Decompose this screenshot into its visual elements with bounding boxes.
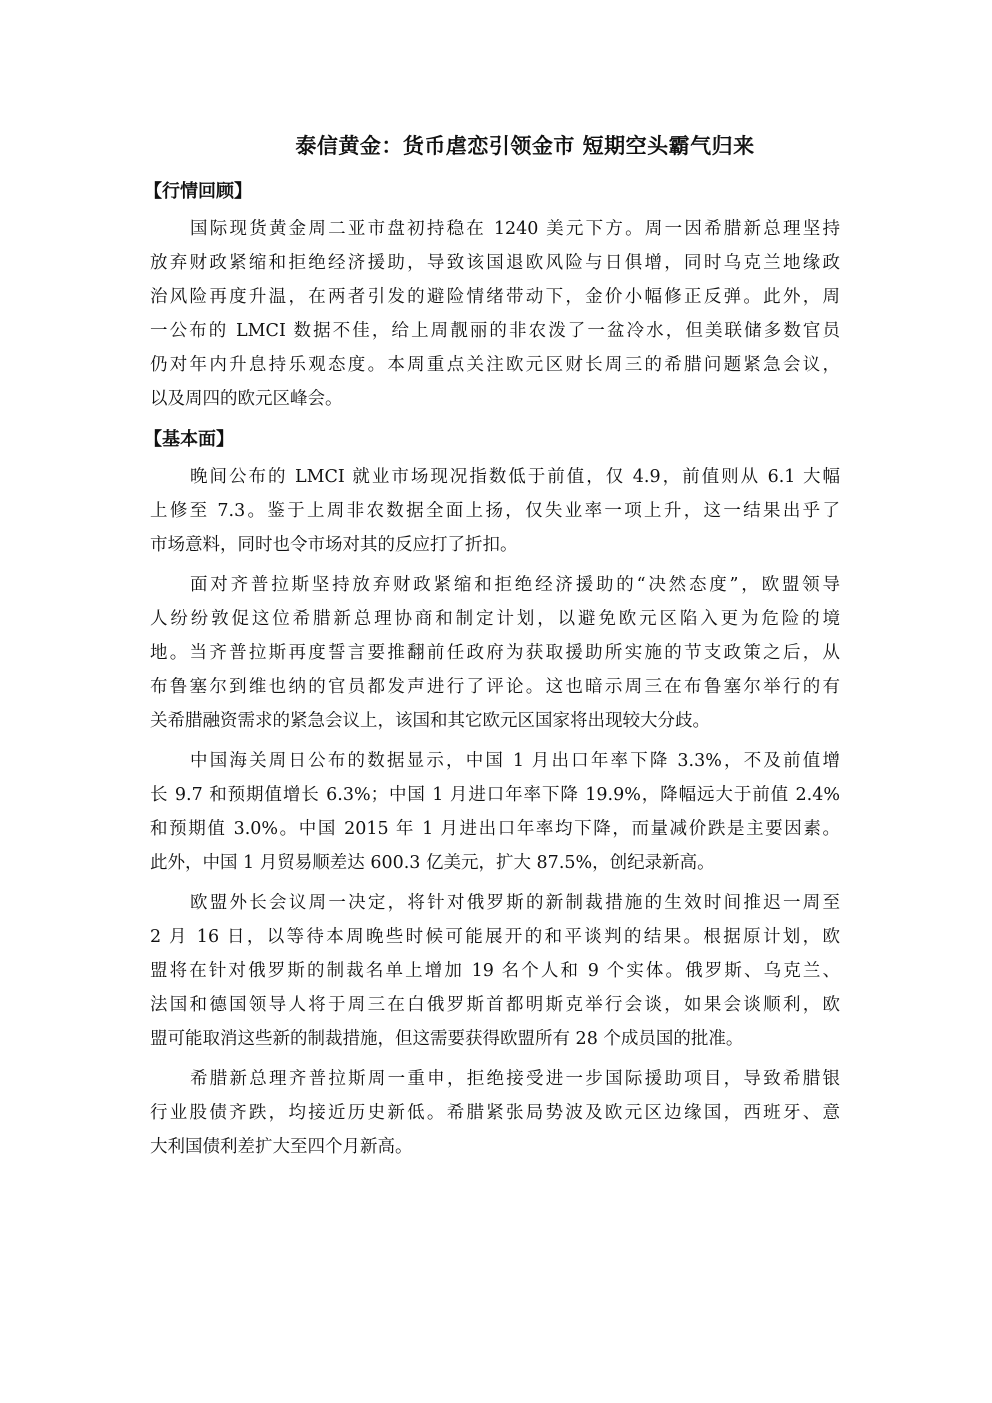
paragraph-line: 面对齐普拉斯坚持放弃财政紧缩和拒绝经济援助的“决然态度”，欧盟领导 <box>190 575 840 595</box>
paragraph-line: 此外，中国 1 月贸易顺差达 600.3 亿美元，扩大 87.5%，创纪录新高。 <box>150 853 715 873</box>
paragraph-line: 欧盟外长会议周一决定，将针对俄罗斯的新制裁措施的生效时间推迟一周至 <box>190 893 840 913</box>
paragraph-line: 晚间公布的 LMCI 就业市场现况指数低于前值，仅 4.9，前值则从 6.1 大幅 <box>190 467 840 487</box>
paragraph-line: 仍对年内升息持乐观态度。本周重点关注欧元区财长周三的希腊问题紧急会议， <box>150 355 840 375</box>
paragraph-line: 上修至 7.3。鉴于上周非农数据全面上扬，仅失业率一项上升，这一结果出乎了 <box>150 501 840 521</box>
paragraph-line: 和预期值 3.0%。中国 2015 年 1 月进出口年率均下降，而量减价跌是主要因素。 <box>150 819 840 839</box>
document-title: 泰信黄金：货币虐恋引领金市 短期空头霸气归来 <box>295 134 755 158</box>
section-heading: 【行情回顾】 <box>144 181 252 202</box>
paragraph <box>150 212 840 416</box>
paragraph-line: 一公布的 LMCI 数据不佳，给上周靓丽的非农泼了一盆冷水，但美联储多数官员 <box>150 321 840 341</box>
paragraph-line: 治风险再度升温，在两者引发的避险情绪带动下，金价小幅修正反弹。此外，周 <box>150 287 840 307</box>
paragraph <box>150 744 840 880</box>
paragraph-line: 行业股债齐跌，均接近历史新低。希腊紧张局势波及欧元区边缘国，西班牙、意 <box>150 1103 840 1123</box>
paragraph <box>150 1062 840 1164</box>
paragraph-line: 布鲁塞尔到维也纳的官员都发声进行了评论。这也暗示周三在布鲁塞尔举行的有 <box>150 677 840 697</box>
paragraph-line: 希腊新总理齐普拉斯周一重申，拒绝接受进一步国际援助项目，导致希腊银 <box>190 1069 840 1089</box>
paragraph-line: 盟将在针对俄罗斯的制裁名单上增加 19 名个人和 9 个实体。俄罗斯、乌克兰、 <box>150 961 840 981</box>
paragraph-line: 长 9.7 和预期值增长 6.3%；中国 1 月进口年率下降 19.9%，降幅远大于前值 2.4% <box>150 785 840 805</box>
paragraph <box>150 568 840 738</box>
paragraph <box>150 886 840 1056</box>
paragraph-line: 人纷纷敦促这位希腊新总理协商和制定计划，以避免欧元区陷入更为危险的境 <box>150 609 840 629</box>
paragraph-line: 中国海关周日公布的数据显示，中国 1 月出口年率下降 3.3%，不及前值增 <box>190 751 840 771</box>
section-heading: 【基本面】 <box>144 429 234 450</box>
paragraph-line: 关希腊融资需求的紧急会议上，该国和其它欧元区国家将出现较大分歧。 <box>150 711 710 731</box>
paragraph-line: 放弃财政紧缩和拒绝经济援助，导致该国退欧风险与日俱增，同时乌克兰地缘政 <box>150 253 840 273</box>
paragraph-line: 法国和德国领导人将于周三在白俄罗斯首都明斯克举行会谈，如果会谈顺利，欧 <box>150 995 840 1015</box>
paragraph-line: 国际现货黄金周二亚市盘初持稳在 1240 美元下方。周一因希腊新总理坚持 <box>190 219 840 239</box>
paragraph-line: 地。当齐普拉斯再度誓言要推翻前任政府为获取援助所实施的节支政策之后，从 <box>150 643 840 663</box>
paragraph-line: 以及周四的欧元区峰会。 <box>150 389 343 409</box>
paragraph-line: 市场意料，同时也令市场对其的反应打了折扣。 <box>150 535 518 555</box>
paragraph <box>150 460 840 562</box>
paragraph-line: 大利国债利差扩大至四个月新高。 <box>150 1137 413 1157</box>
document-body <box>144 174 840 1170</box>
paragraph-line: 2 月 16 日，以等待本周晚些时候可能展开的和平谈判的结果。根据原计划，欧 <box>150 927 840 947</box>
paragraph-line: 盟可能取消这些新的制裁措施，但这需要获得欧盟所有 28 个成员国的批准。 <box>150 1029 744 1049</box>
